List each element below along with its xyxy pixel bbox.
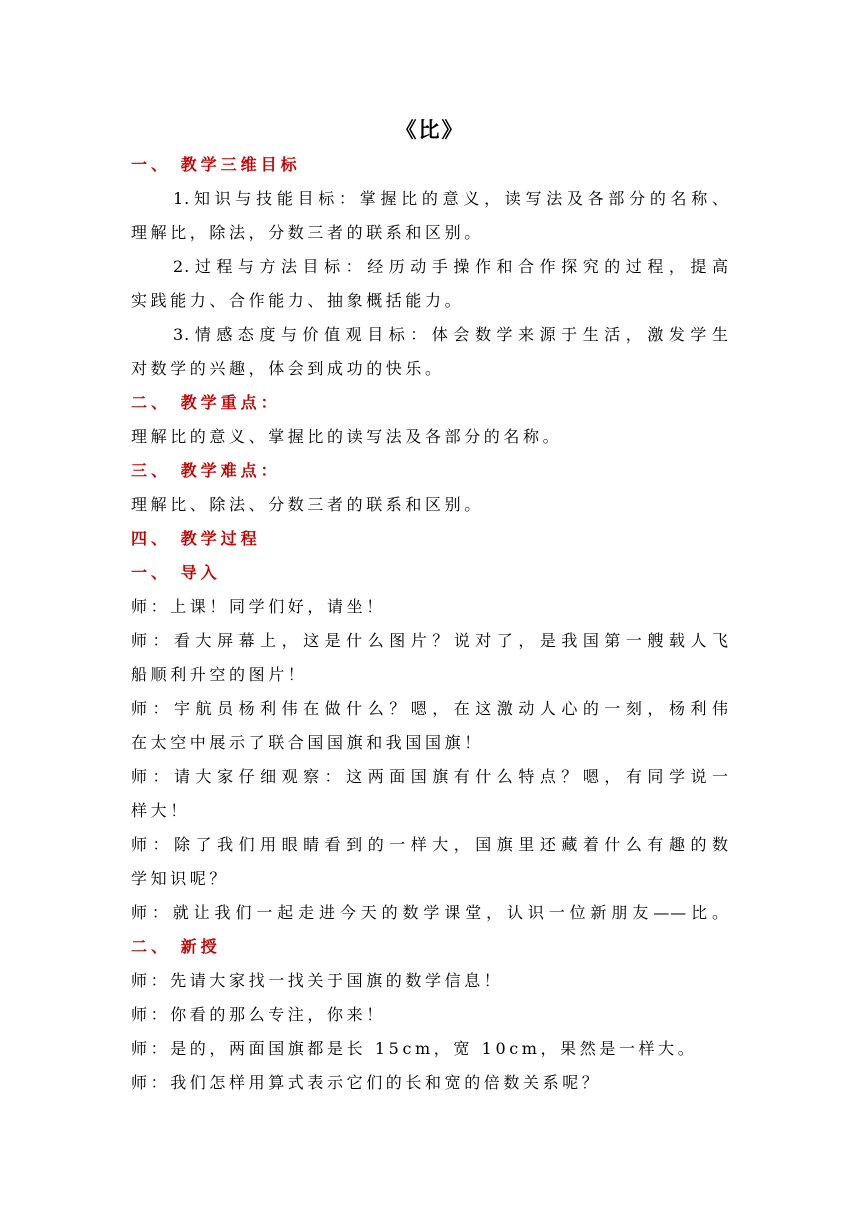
body-text-line: 师：你看的那么专注，你来！ <box>131 1005 386 1024</box>
section-heading: 二、 新授 <box>131 937 221 956</box>
document-body <box>131 148 729 1100</box>
body-text-line: 理解比，除法，分数三者的联系和区别。 <box>131 223 484 242</box>
body-text-line: 在太空中展示了联合国国旗和我国国旗！ <box>131 733 484 752</box>
body-text-line: 理解比的意义、掌握比的读写法及各部分的名称。 <box>131 427 563 446</box>
objective-line: 1.知识与技能目标：掌握比的意义，读写法及各部分的名称、 <box>173 189 729 208</box>
body-text-line: 理解比、除法、分数三者的联系和区别。 <box>131 495 484 514</box>
section-heading: 一、 教学三维目标 <box>131 155 301 174</box>
body-text-line: 师：上课！同学们好，请坐！ <box>131 597 386 616</box>
body-text-line: 师：是的，两面国旗都是长 15cm，宽 10cm，果然是一样大。 <box>131 1039 698 1058</box>
section-heading: 三、 教学难点： <box>131 461 281 480</box>
dialogue-line: 师：宇航员杨利伟在做什么？嗯，在这激动人心的一刻，杨利伟 <box>131 699 729 718</box>
dialogue-line: 师：看大屏幕上，这是什么图片？说对了，是我国第一艘载人飞 <box>131 631 729 650</box>
body-text-line: 船顺利升空的图片！ <box>131 665 308 684</box>
body-text-line: 学知识呢？ <box>131 869 230 888</box>
objective-line: 2.过程与方法目标：经历动手操作和合作探究的过程，提高 <box>173 257 729 276</box>
section-heading: 二、 教学重点： <box>131 393 281 412</box>
section-heading: 一、 导入 <box>131 563 221 582</box>
body-text-line: 样大！ <box>131 801 190 820</box>
body-text-line: 师：我们怎样用算式表示它们的长和宽的倍数关系呢？ <box>131 1073 602 1092</box>
body-text-line: 师：先请大家找一找关于国旗的数学信息！ <box>131 971 504 990</box>
section-heading: 四、 教学过程 <box>131 529 261 548</box>
body-text-line: 对数学的兴趣，体会到成功的快乐。 <box>131 359 445 378</box>
dialogue-line: 师：请大家仔细观察：这两面国旗有什么特点？嗯，有同学说一 <box>131 767 729 786</box>
dialogue-line: 师：除了我们用眼睛看到的一样大，国旗里还藏着什么有趣的数 <box>131 835 729 854</box>
document-title: 《比》 <box>395 117 465 142</box>
dialogue-line: 师：就让我们一起走进今天的数学课堂，认识一位新朋友——比。 <box>131 903 729 922</box>
body-text-line: 实践能力、合作能力、抽象概括能力。 <box>131 291 465 310</box>
objective-line: 3.情感态度与价值观目标：体会数学来源于生活，激发学生 <box>173 325 729 344</box>
